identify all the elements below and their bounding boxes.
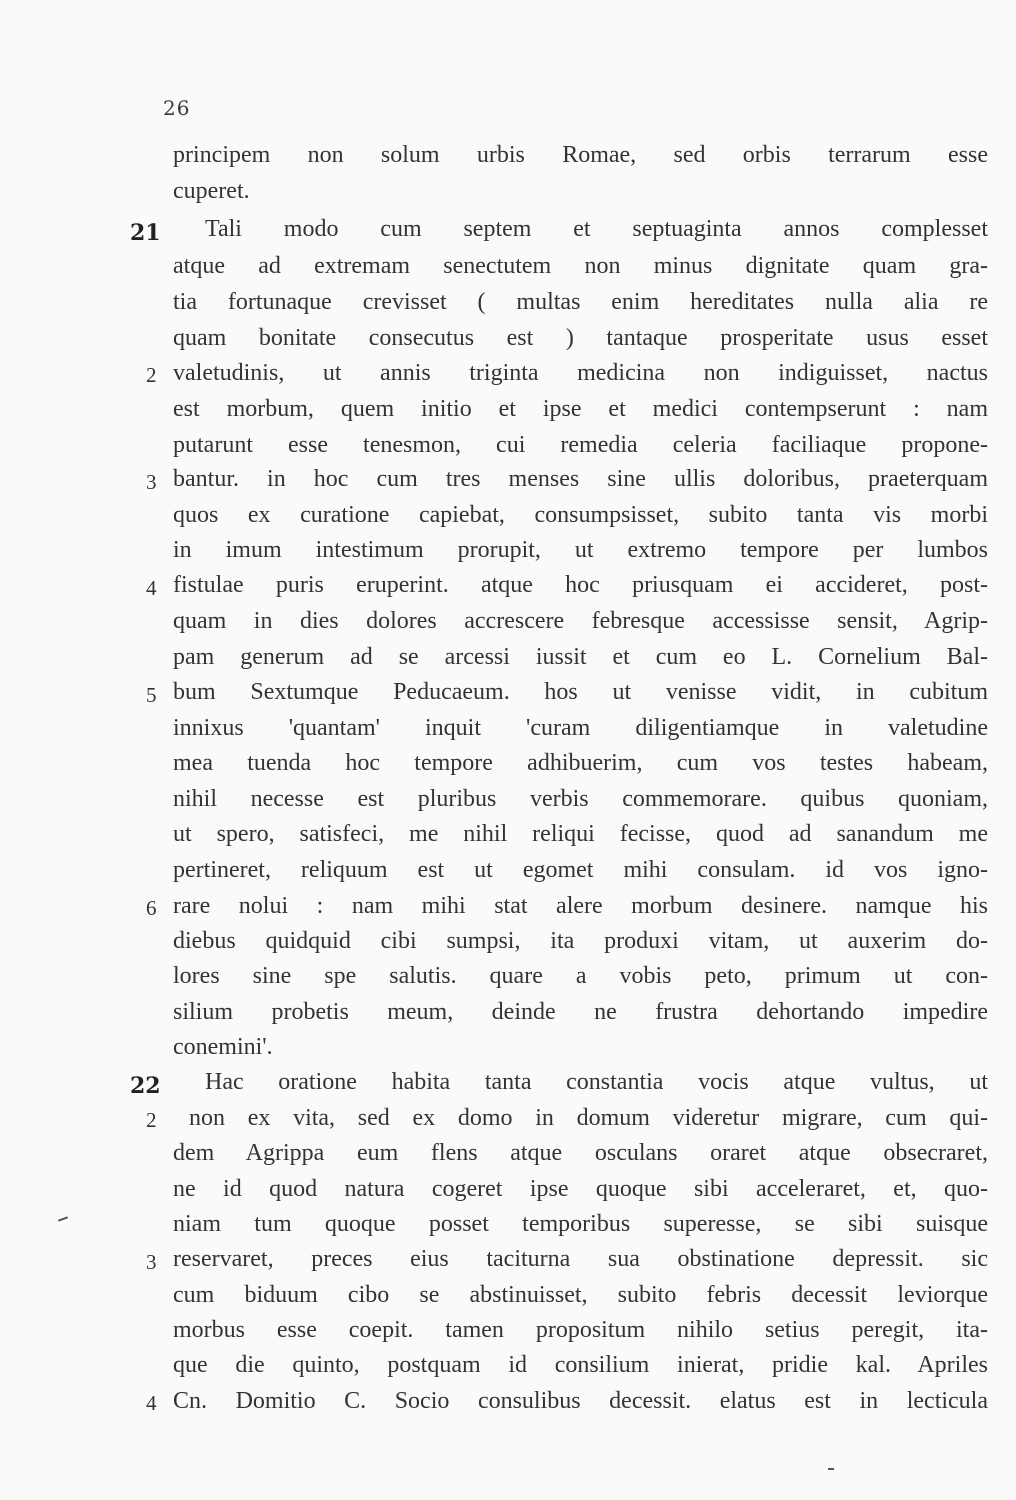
scan-speck [58, 1216, 68, 1221]
text-line: diebus quidquid cibi sumpsi, ita produxi vitam, ut auxerim do- [173, 928, 988, 954]
text-line: silium probetis meum, deinde ne frustra dehortando impedire [173, 999, 988, 1025]
text-line: cuperet. [173, 178, 250, 204]
text-line: quam bonitate consecutus est ) tantaque prosperitate usus esset [173, 325, 988, 351]
text-line: fistulae puris eruperint. atque hoc priusquam ei accideret, post- [173, 572, 988, 598]
text-line: in imum intestimum prorupit, ut extremo tempore per lumbos [173, 537, 988, 563]
text-line: nihil necesse est pluribus verbis commemorare. quibus quoniam, [173, 786, 988, 812]
text-line: ne id quod natura cogeret ipse quoque sibi acceleraret, et, quo- [173, 1176, 988, 1202]
text-line: principem non solum urbis Romae, sed orbis terrarum esse [173, 142, 988, 168]
text-line: ut spero, satisfeci, me nihil reliqui fecisse, quod ad sanandum me [173, 821, 988, 847]
text-line: Cn. Domitio C. Socio consulibus decessit. elatus est in lecticula [173, 1388, 988, 1414]
paragraph-number: 3 [146, 1250, 157, 1274]
paragraph-number: 5 [146, 683, 157, 707]
text-line: pam generum ad se arcessi iussit et cum eo L. Cornelium Bal- [173, 644, 988, 670]
text-line: pertineret, reliquum est ut egomet mihi consulam. id vos igno- [173, 857, 988, 883]
section-number: 21 [130, 220, 161, 246]
text-line: mea tuenda hoc tempore adhibuerim, cum vos testes habeam, [173, 750, 988, 776]
text-line: conemini'. [173, 1034, 273, 1060]
paragraph-number: 4 [146, 576, 157, 600]
text-line: lores sine spe salutis. quare a vobis peto, primum ut con- [173, 963, 988, 989]
text-line: quam in dies dolores accrescere febresque accessisse sensit, Agrip- [173, 608, 988, 634]
paragraph-number: 2 [146, 1108, 157, 1132]
text-line: bum Sextumque Peducaeum. hos ut venisse vidit, in cubitum [173, 679, 988, 705]
paragraph-number: 6 [146, 896, 157, 920]
text-line: est morbum, quem initio et ipse et medici contempserunt : nam [173, 396, 988, 422]
paragraph-number: 3 [146, 470, 157, 494]
text-line: tia fortunaque crevisset ( multas enim hereditates nulla alia re [173, 289, 988, 315]
text-line: rare nolui : nam mihi stat alere morbum desinere. namque his [173, 893, 988, 919]
text-line: que die quinto, postquam id consilium inierat, pridie kal. Apriles [173, 1352, 988, 1378]
text-line: dem Agrippa eum flens atque osculans oraret atque obsecraret, [173, 1140, 988, 1166]
paragraph-number: 4 [146, 1391, 157, 1415]
page-number: 26 [163, 96, 191, 120]
text-line: Hac oratione habita tanta constantia vocis atque vultus, ut [205, 1069, 988, 1095]
paragraph-number: 2 [146, 363, 157, 387]
text-line: Tali modo cum septem et septuaginta annos complesset [205, 216, 988, 242]
text-line: niam tum quoque posset temporibus superesse, se sibi suisque [173, 1211, 988, 1237]
text-line: bantur. in hoc cum tres menses sine ullis doloribus, praeterquam [173, 466, 988, 492]
section-number: 22 [130, 1073, 161, 1099]
text-line: valetudinis, ut annis triginta medicina non indiguisset, nactus [173, 360, 988, 386]
text-line: reservaret, preces eius taciturna sua obstinatione depressit. sic [173, 1246, 988, 1272]
text-line: atque ad extremam senectutem non minus dignitate quam gra- [173, 253, 988, 279]
text-line: cum biduum cibo se abstinuisset, subito febris decessit leviorque [173, 1282, 988, 1308]
text-line: morbus esse coepit. tamen propositum nihilo setius peregit, ita- [173, 1317, 988, 1343]
text-line: quos ex curatione capiebat, consumpsisset, subito tanta vis morbi [173, 502, 988, 528]
text-line: innixus 'quantam' inquit 'curam diligentiamque in valetudine [173, 715, 988, 741]
text-line: putarunt esse tenesmon, cui remedia celeria faciliaque propone- [173, 432, 988, 458]
text-line: non ex vita, sed ex domo in domum videretur migrare, cum qui- [189, 1105, 988, 1131]
scan-speck [828, 1468, 834, 1470]
